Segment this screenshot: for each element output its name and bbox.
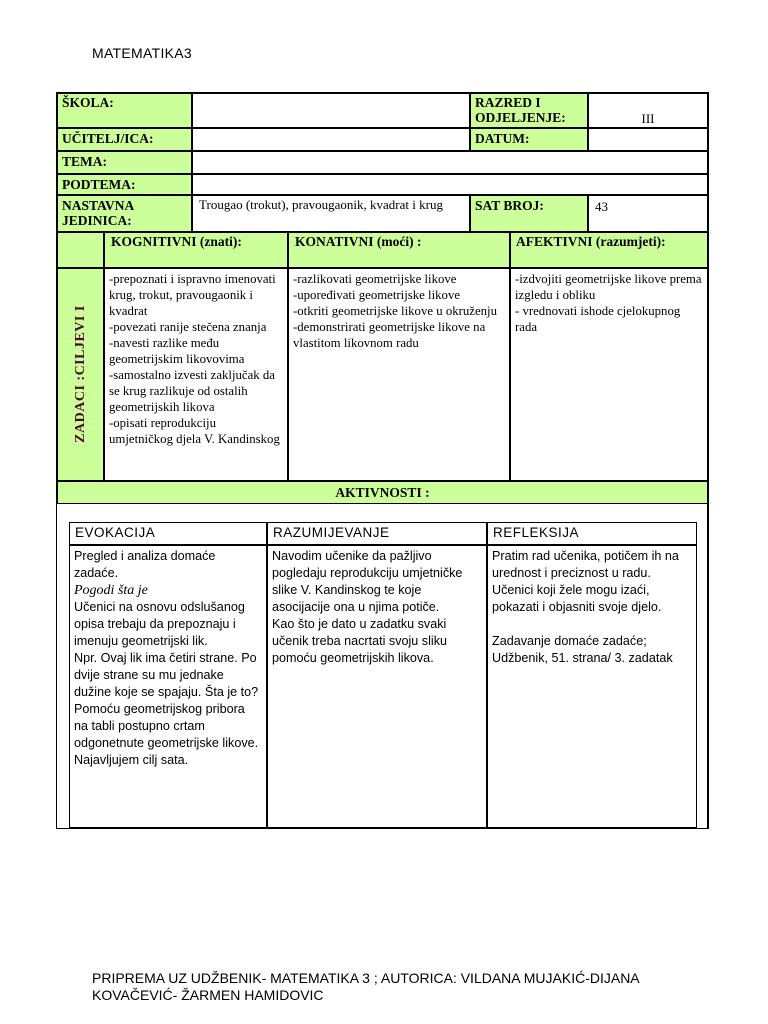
refleksija-header: REFLEKSIJA bbox=[487, 522, 697, 545]
podtema-field[interactable] bbox=[192, 174, 708, 195]
datum-field[interactable] bbox=[588, 128, 708, 151]
podtema-label: PODTEMA: bbox=[57, 174, 192, 195]
afektivni-list: -izdvojiti geometrijske likove prema izgledu i obliku - vrednovati ishode cjelokupnog rada bbox=[510, 268, 708, 481]
evokacija-text-1: Pregled i analiza domaće zadaće. bbox=[74, 549, 216, 580]
konativni-list: -razlikovati geometrijske likove -upoređivati geometrijske likove -otkriti geometrijske likove u okruženju -demonstrirati geometrijske likove na vlastitom likovnom radu bbox=[288, 268, 510, 481]
evokacija-header: EVOKACIJA bbox=[69, 522, 267, 545]
tema-label: TEMA: bbox=[57, 151, 192, 174]
nastavna-jedinica-field[interactable]: Trougao (trokut), pravougaonik, kvadrat i krug bbox=[192, 195, 470, 232]
kognitivni-header: KOGNITIVNI (znati): bbox=[104, 232, 288, 268]
objectives-corner bbox=[57, 232, 104, 268]
refleksija-cell: Pratim rad učenika, potičem ih na urednost i preciznost u radu. Učenici koji žele mogu izaći, pokazati i objasniti svoje djelo. Zadavanje domaće zadaće; Udžbenik, 51. strana/ 3. zadatak bbox=[487, 545, 697, 828]
zadaci-ciljevi-vertical-label: ZADACI :CILJEVI I bbox=[73, 305, 88, 443]
aktivnosti-title: AKTIVNOSTI : bbox=[57, 481, 708, 504]
datum-label: DATUM: bbox=[470, 128, 588, 151]
footer-authors: PRIPREMA UZ UDŽBENIK- MATEMATIKA 3 ; AUTORICA: VILDANA MUJAKIĆ-DIJANA KOVAČEVIĆ- ŽARMEN HAMIDOVIC bbox=[92, 970, 639, 1003]
tema-field[interactable] bbox=[192, 151, 708, 174]
evokacija-text-2: Učenici na osnovu odslušanog opisa trebaju da prepoznaju i imenuju geometrijski lik. Npr. Ovaj lik ima četiri strane. Po dvije strane su mu jednake dužine koje se spajaju. Šta je to? Pomoću geometrijskog pribora na tabli postupno crtam odgonetnute geometrijske likove. Najavljujem cilj sata. bbox=[74, 600, 259, 767]
razumijevanje-cell: Navodim učenike da pažljivo pogledaju reprodukciju umjetničke slike V. Kandinskog te koje asocijacije ona u njima potiče. Kao što je dato u zadatku svaki učenik treba nacrtati svoju sliku pomoću geometrijskih likova. bbox=[267, 545, 487, 828]
ucitelj-field[interactable] bbox=[192, 128, 470, 151]
nastavna-jedinica-label: NASTAVNA JEDINICA: bbox=[57, 195, 192, 232]
razumijevanje-header: RAZUMIJEVANJE bbox=[267, 522, 487, 545]
afektivni-header: AFEKTIVNI (razumjeti): bbox=[510, 232, 708, 268]
evokacija-cell bbox=[69, 545, 267, 828]
sat-broj-field[interactable]: 43 bbox=[588, 195, 708, 232]
konativni-header: KONATIVNI (moći) : bbox=[288, 232, 510, 268]
sat-broj-label: SAT BROJ: bbox=[470, 195, 588, 232]
document-title: MATEMATIKA3 bbox=[92, 45, 193, 61]
skola-field[interactable] bbox=[192, 93, 470, 128]
razred-field[interactable]: III bbox=[588, 93, 708, 128]
kognitivni-list: -prepoznati i ispravno imenovati krug, trokut, pravougaonik i kvadrat -povezati ranije stečena znanja -navesti razlike među geometrijskim likovovima -samostalno izvesti zaključak da se krug razlikuje od ostalih geometrijskih likova -opisati reprodukciju umjetničkog djela V. Kandinskog bbox=[104, 268, 288, 481]
skola-label: ŠKOLA: bbox=[57, 93, 192, 128]
ucitelj-label: UČITELJ/ICA: bbox=[57, 128, 192, 151]
evokacija-game-title: Pogodi šta je bbox=[74, 583, 148, 598]
razred-label: RAZRED I ODJELJENJE: bbox=[470, 93, 588, 128]
